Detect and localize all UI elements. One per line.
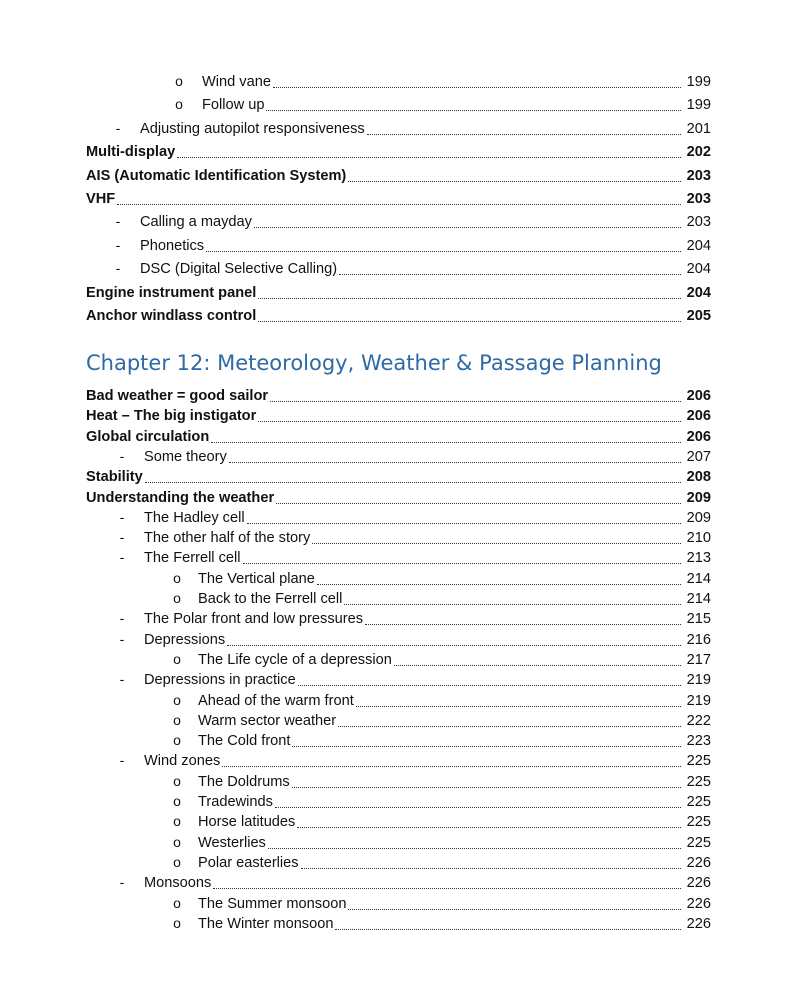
toc-entry[interactable] [0,188,794,208]
dash-bullet-icon: - [115,236,121,253]
toc-entry[interactable] [0,466,794,486]
toc-entry-page-number: 225 [686,834,711,851]
dot-leader [258,320,681,322]
dot-leader [301,867,681,869]
dash-bullet-icon: - [115,119,121,136]
dash-bullet-icon: - [119,549,125,566]
toc-entry[interactable] [0,547,794,567]
dot-leader [339,273,681,275]
dot-leader [206,250,681,252]
dash-bullet-icon: - [119,447,125,464]
toc-entry[interactable] [0,426,794,446]
dash-bullet-icon: - [119,874,125,891]
dash-bullet-icon: - [119,529,125,546]
toc-entry-title: Horse latitudes [198,814,296,831]
toc-entry-page-number: 203 [686,191,711,207]
toc-entry[interactable] [0,771,794,791]
dot-leader [268,847,681,849]
toc-entry[interactable] [0,852,794,872]
toc-entry-title: Westerlies [198,834,266,851]
toc-entry[interactable] [0,282,794,302]
circle-bullet-icon: o [173,711,181,728]
dot-leader [335,928,681,930]
circle-bullet-icon: o [173,650,181,667]
toc-entry-page-number: 225 [686,773,711,790]
toc-entry[interactable] [0,568,794,588]
toc-entry-title: The Doldrums [198,773,290,790]
toc-entry-page-number: 222 [686,712,711,729]
dot-leader [247,522,681,524]
circle-bullet-icon: o [173,813,181,830]
dot-leader [292,786,681,788]
toc-entry[interactable] [0,507,794,527]
toc-entry[interactable] [0,629,794,649]
dot-leader [273,86,681,88]
toc-entry-title: DSC (Digital Selective Calling) [140,261,338,278]
dot-leader [367,133,681,135]
dot-leader [243,562,681,564]
dot-leader [365,623,681,625]
toc-entry[interactable] [0,750,794,770]
dash-bullet-icon: - [115,260,121,277]
toc-entry-page-number: 210 [686,530,711,547]
toc-entry[interactable] [0,165,794,185]
toc-entry-title: Stability [86,469,143,486]
circle-bullet-icon: o [175,73,183,89]
toc-entry[interactable] [0,690,794,710]
toc-entry-title: Calling a mayday [140,214,252,231]
toc-entry-page-number: 209 [686,489,711,506]
dot-leader [344,603,681,605]
toc-entry-title: Some theory [144,448,227,465]
toc-entry[interactable] [0,811,794,831]
dot-leader [298,684,681,686]
dot-leader [317,583,681,585]
circle-bullet-icon: o [173,914,181,931]
toc-entry-title: Anchor windlass control [86,308,257,324]
circle-bullet-icon: o [173,853,181,870]
dash-bullet-icon: - [119,508,125,525]
dot-leader [258,297,681,299]
toc-entry[interactable] [0,669,794,689]
circle-bullet-icon: o [173,772,181,789]
dot-leader [275,806,681,808]
chapter-heading: Chapter 12: Meteorology, Weather & Passage Planning [86,351,662,375]
circle-bullet-icon: o [173,732,181,749]
toc-entry[interactable] [0,211,794,231]
toc-entry[interactable] [0,893,794,913]
dot-leader [276,502,681,504]
toc-entry-page-number: 226 [686,854,711,871]
dot-leader [222,765,681,767]
toc-entry-page-number: 203 [686,214,711,231]
toc-entry-title: Warm sector weather [198,712,337,729]
circle-bullet-icon: o [173,590,181,606]
toc-entry-page-number: 215 [686,611,711,628]
dash-bullet-icon: - [119,610,125,627]
toc-entry[interactable] [0,141,794,161]
toc-entry-page-number: 225 [686,753,711,770]
toc-entry-title: Polar easterlies [198,854,299,871]
toc-entry-page-number: 199 [686,97,711,114]
toc-entry-page-number: 206 [686,428,711,445]
toc-entry[interactable] [0,118,794,138]
toc-entry-title: Multi-display [86,144,176,161]
circle-bullet-icon: o [173,569,181,586]
toc-entry-page-number: 204 [686,284,711,301]
dot-leader [292,745,681,747]
toc-entry-title: Ahead of the warm front [198,692,354,709]
toc-entry-page-number: 199 [686,74,711,90]
toc-entry-page-number: 201 [686,120,711,137]
toc-entry-page-number: 202 [686,144,711,161]
toc-entry-title: AIS (Automatic Identification System) [86,167,347,184]
toc-entry-title: Global circulation [86,428,210,445]
dot-leader [254,226,681,228]
toc-entry-title: Back to the Ferrell cell [198,591,343,607]
toc-entry[interactable] [0,71,794,91]
dot-leader [312,542,681,544]
toc-entry-title: The Winter monsoon [198,915,334,932]
toc-entry[interactable] [0,94,794,114]
dot-leader [117,203,681,205]
toc-entry[interactable] [0,527,794,547]
toc-entry-page-number: 225 [686,814,711,831]
toc-entry-page-number: 226 [686,895,711,912]
dot-leader [297,826,681,828]
dot-leader [338,725,681,727]
circle-bullet-icon: o [173,793,181,809]
dot-leader [227,644,681,646]
toc-entry[interactable] [0,913,794,933]
toc-entry-title: Depressions [144,631,226,648]
toc-entry[interactable] [0,730,794,750]
toc-entry-title: Understanding the weather [86,489,275,506]
dash-bullet-icon: - [119,752,125,769]
toc-entry-page-number: 209 [686,509,711,526]
toc-entry-page-number: 226 [686,875,711,892]
toc-entry-page-number: 219 [686,692,711,709]
dash-bullet-icon: - [119,630,125,647]
dash-bullet-icon: - [119,671,125,688]
toc-entry-title: The Cold front [198,733,291,750]
toc-entry-page-number: 204 [686,261,711,278]
toc-entry[interactable] [0,235,794,255]
circle-bullet-icon: o [173,894,181,911]
dash-bullet-icon: - [115,213,121,230]
toc-entry-title: The Vertical plane [198,570,315,587]
toc-entry[interactable] [0,446,794,466]
circle-bullet-icon: o [173,691,181,708]
toc-entry-page-number: 216 [686,631,711,648]
toc-entry-title: The Life cycle of a depression [198,651,392,668]
toc-entry[interactable] [0,791,794,811]
toc-entry[interactable] [0,405,794,425]
toc-entry-title: The Summer monsoon [198,895,347,912]
dot-leader [258,420,681,422]
toc-entry-page-number: 208 [686,469,711,486]
toc-entry[interactable] [0,832,794,852]
toc-entry-title: Depressions in practice [144,672,296,689]
toc-entry-title: Tradewinds [198,794,273,810]
toc-entry-page-number: 203 [686,167,711,184]
dot-leader [394,664,681,666]
toc-entry-title: The Hadley cell [144,509,245,526]
toc-entry[interactable] [0,487,794,507]
toc-entry[interactable] [0,385,794,405]
toc-entry-title: Bad weather = good sailor [86,388,269,404]
toc-entry-title: The Polar front and low pressures [144,611,364,628]
toc-entry-page-number: 205 [686,308,711,324]
toc-entry-title: VHF [86,191,116,207]
toc-entry-title: Wind vane [202,74,271,90]
toc-entry-page-number: 206 [686,408,711,425]
dot-leader [211,441,681,443]
toc-entry-page-number: 214 [686,591,711,607]
toc-entry-title: Engine instrument panel [86,284,257,301]
toc-entry-title: The other half of the story [144,530,311,547]
toc-entry[interactable] [0,258,794,278]
dot-leader [348,908,681,910]
toc-entry-title: Monsoons [144,875,212,892]
toc-entry-title: The Ferrell cell [144,550,241,567]
dot-leader [213,887,681,889]
toc-entry[interactable] [0,305,794,325]
dot-leader [348,180,681,182]
toc-entry-page-number: 207 [686,448,711,465]
toc-entry-page-number: 223 [686,733,711,750]
toc-entry-title: Follow up [202,97,265,114]
dot-leader [356,705,681,707]
dot-leader [270,400,681,402]
toc-entry-page-number: 225 [686,794,711,810]
toc-entry-title: Wind zones [144,753,221,770]
circle-bullet-icon: o [173,833,181,850]
toc-entry-title: Phonetics [140,237,205,254]
toc-entry[interactable] [0,649,794,669]
toc-entry[interactable] [0,608,794,628]
toc-entry-page-number: 226 [686,915,711,932]
toc-entry[interactable] [0,588,794,608]
toc-entry-page-number: 219 [686,672,711,689]
dot-leader [177,156,681,158]
toc-entry-page-number: 204 [686,237,711,254]
toc-entry[interactable] [0,872,794,892]
toc-entry-page-number: 213 [686,550,711,567]
circle-bullet-icon: o [175,96,183,113]
dot-leader [145,481,681,483]
toc-entry-title: Adjusting autopilot responsiveness [140,120,365,137]
toc-entry-title: Heat – The big instigator [86,408,257,425]
toc-entry[interactable] [0,710,794,730]
toc-entry-page-number: 214 [686,570,711,587]
toc-entry-page-number: 217 [686,651,711,668]
dot-leader [229,461,681,463]
dot-leader [266,109,681,111]
toc-entry-page-number: 206 [686,388,711,404]
